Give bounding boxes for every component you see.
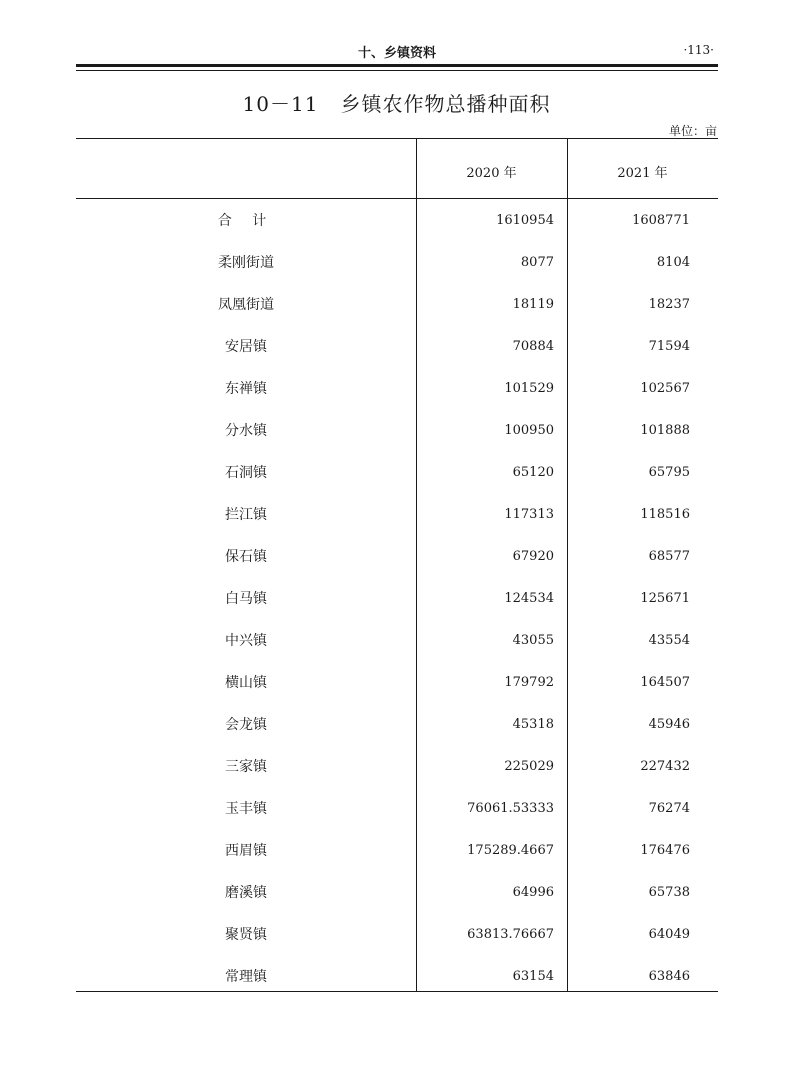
- header-rule-thick: [76, 64, 718, 67]
- value-2021: 76274: [648, 801, 690, 816]
- section-title: 十、乡镇资料: [357, 46, 436, 61]
- row-name: 聚贤镇: [225, 927, 267, 943]
- value-2020: 175289.4667: [467, 843, 554, 858]
- row-name: 凤凰街道: [218, 297, 274, 313]
- row-name: 玉丰镇: [225, 801, 267, 817]
- table-row: [76, 914, 718, 956]
- row-name: 柔刚街道: [218, 255, 274, 271]
- value-2020: 100950: [504, 423, 554, 438]
- value-2020: 76061.53333: [467, 801, 554, 816]
- value-2021: 63846: [648, 969, 690, 984]
- row-name: 中兴镇: [225, 633, 267, 649]
- row-name: 白马镇: [225, 591, 267, 607]
- table-row: [76, 536, 718, 578]
- table-row: [76, 746, 718, 788]
- row-name: 合 计: [217, 213, 275, 229]
- row-name: 安居镇: [225, 339, 267, 355]
- table-row: [76, 284, 718, 326]
- row-name: 横山镇: [225, 675, 267, 691]
- value-2021: 1608771: [632, 213, 690, 228]
- value-2020: 8077: [520, 255, 554, 270]
- value-2020: 67920: [512, 549, 554, 564]
- value-2020: 63813.76667: [467, 927, 554, 942]
- row-name: 三家镇: [225, 759, 267, 775]
- value-2021: 71594: [648, 339, 690, 354]
- table-row: [76, 704, 718, 746]
- table-title-text: 乡镇农作物总播种面积: [340, 92, 551, 116]
- table-row: [76, 662, 718, 704]
- row-name: 保石镇: [225, 549, 267, 565]
- table-row: [76, 830, 718, 872]
- unit-label: 单位：亩: [668, 124, 717, 138]
- row-name: 会龙镇: [225, 717, 267, 733]
- value-2021: 227432: [640, 759, 690, 774]
- table-row: [76, 452, 718, 494]
- value-2020: 63154: [512, 969, 554, 984]
- value-2021: 176476: [640, 843, 690, 858]
- table-row: [76, 620, 718, 662]
- value-2021: 164507: [640, 675, 690, 690]
- value-2021: 101888: [640, 423, 690, 438]
- value-2021: 18237: [648, 297, 690, 312]
- value-2020: 43055: [512, 633, 554, 648]
- row-name: 分水镇: [225, 423, 267, 439]
- data-table: [76, 138, 718, 992]
- header-bottom-rule: [76, 198, 718, 199]
- value-2021: 118516: [640, 507, 690, 522]
- row-name: 常理镇: [225, 969, 267, 985]
- table-row: [76, 788, 718, 830]
- table-top-rule: [76, 138, 718, 139]
- value-2021: 64049: [648, 927, 690, 942]
- table-row: [76, 200, 718, 242]
- value-2020: 124534: [504, 591, 554, 606]
- value-2021: 125671: [640, 591, 690, 606]
- column-header-2021: 2021 年: [617, 166, 668, 181]
- table-row: [76, 368, 718, 410]
- value-2020: 64996: [512, 885, 554, 900]
- table-title: [0, 88, 793, 117]
- value-2021: 8104: [656, 255, 690, 270]
- table-row: [76, 494, 718, 536]
- running-header: [76, 42, 718, 62]
- value-2021: 65738: [648, 885, 690, 900]
- value-2020: 18119: [512, 297, 554, 312]
- value-2020: 45318: [512, 717, 554, 732]
- value-2020: 179792: [504, 675, 554, 690]
- value-2021: 65795: [648, 465, 690, 480]
- value-2020: 101529: [504, 381, 554, 396]
- value-2021: 68577: [648, 549, 690, 564]
- value-2021: 45946: [648, 717, 690, 732]
- header-rule-thin: [76, 70, 718, 71]
- table-row: [76, 326, 718, 368]
- value-2020: 225029: [504, 759, 554, 774]
- value-2020: 65120: [512, 465, 554, 480]
- row-name: 东禅镇: [225, 381, 267, 397]
- value-2021: 102567: [640, 381, 690, 396]
- page-number: ·113·: [683, 43, 714, 57]
- table-row: [76, 242, 718, 284]
- table-row: [76, 872, 718, 914]
- value-2020: 1610954: [496, 213, 554, 228]
- row-name: 西眉镇: [225, 843, 267, 859]
- value-2020: 70884: [512, 339, 554, 354]
- value-2020: 117313: [504, 507, 554, 522]
- row-name: 石洞镇: [225, 465, 267, 481]
- value-2021: 43554: [648, 633, 690, 648]
- row-name: 磨溪镇: [225, 885, 267, 901]
- column-header-2020: 2020 年: [466, 166, 517, 181]
- table-row: [76, 578, 718, 620]
- row-name: 拦江镇: [225, 507, 267, 523]
- table-row: [76, 956, 718, 998]
- table-row: [76, 410, 718, 452]
- table-number: 10－11: [242, 92, 319, 116]
